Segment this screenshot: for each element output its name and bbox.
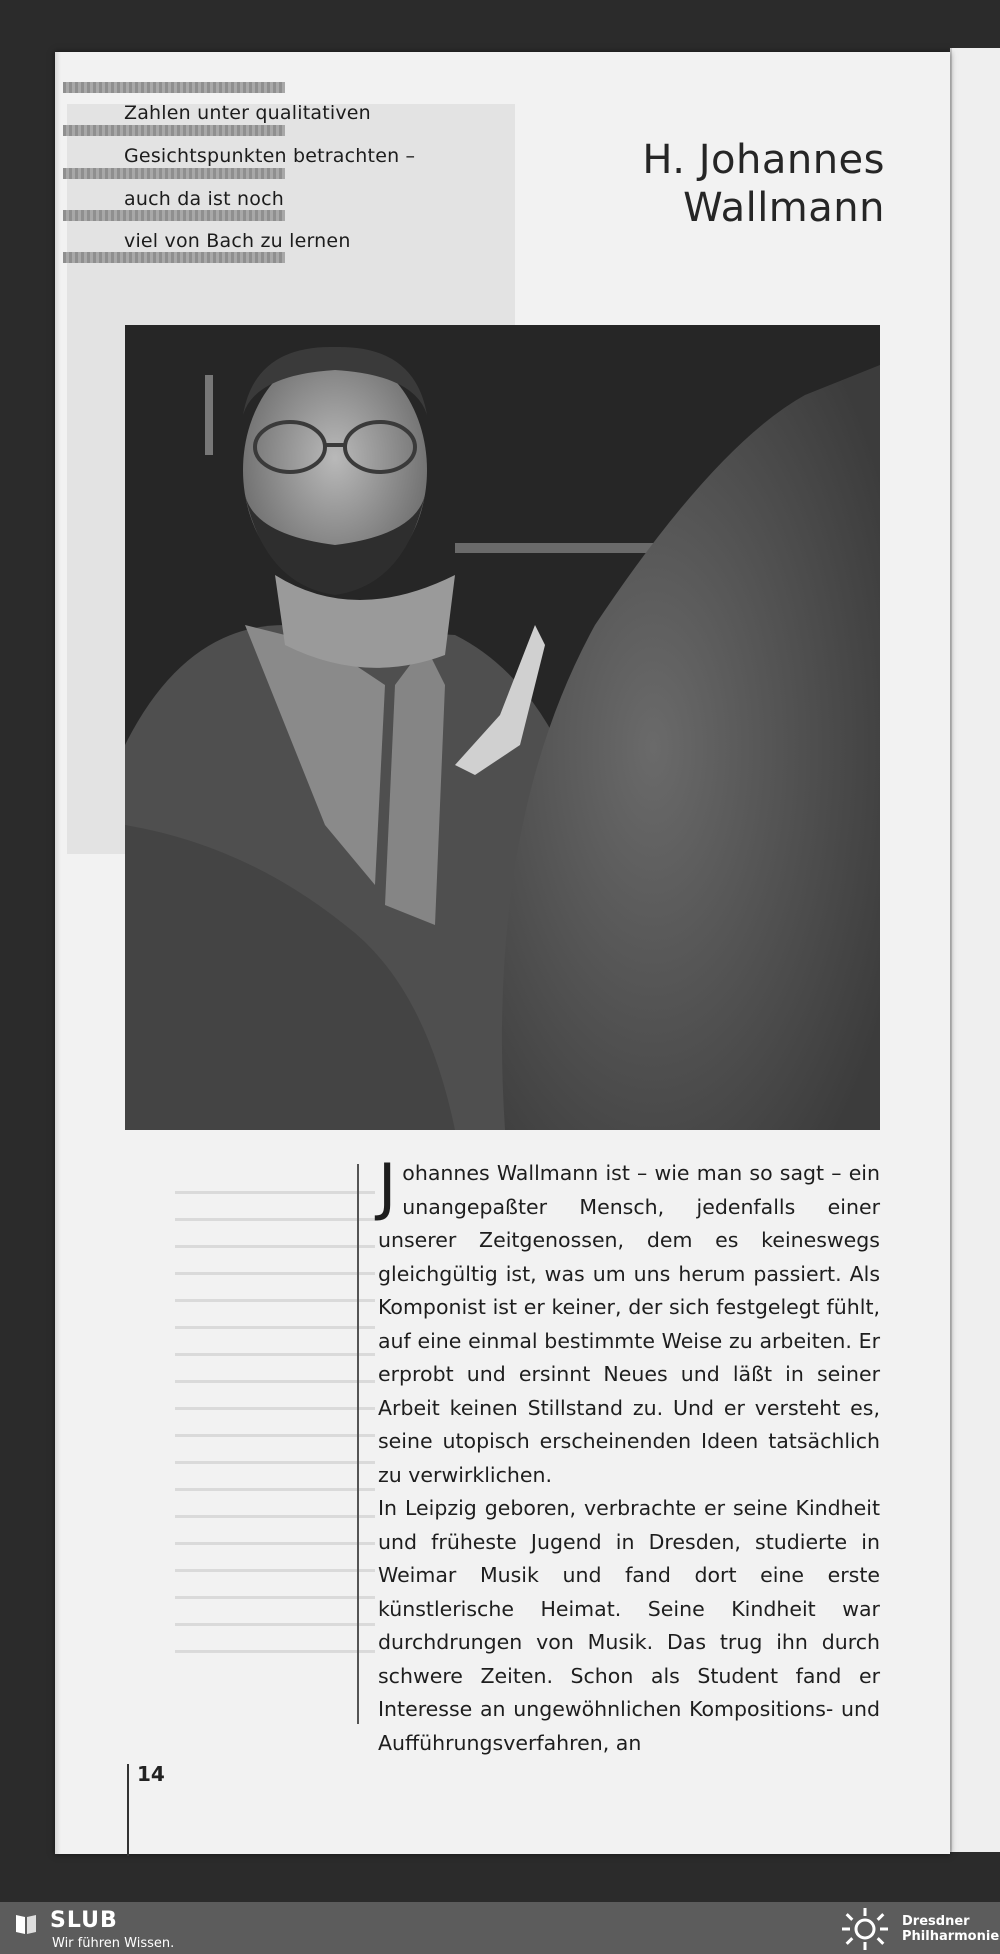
sidebar-quote-line: auch da ist noch [124, 188, 284, 210]
headline-line-2: Wallmann [683, 185, 885, 231]
sidebar-quote-line: Zahlen unter qualitativen [124, 102, 371, 124]
paragraph-1-text: ohannes Wallmann ist – wie man so sagt – ein unangepaßter Mensch, jedenfalls einer unserer Zeitgenossen, dem es keineswegs gleichgültig ist, was um uns herum passiert. Als Komponist ist er keiner, der sich festgelegt fühlt, auf eine einmal bestimmte Weise zu arbeiten. Er erprobt und ersinnt Neues und läßt in seiner Arbeit keinen Stillstand zu. Und er versteht es, seine utopisch erscheinenden Ideen tatsächlich zu verwirklichen. [378, 1161, 880, 1487]
page-number-rule [127, 1764, 129, 1856]
decorative-bar [63, 168, 285, 179]
article-headline [642, 136, 885, 232]
page-number: 14 [137, 1762, 165, 1786]
slub-book-icon [14, 1912, 38, 1936]
portrait-photo [125, 325, 880, 1130]
partner-name-line-1: Dresdner [902, 1914, 970, 1929]
decorative-bar [63, 82, 285, 93]
library-slogan: Wir führen Wissen. [52, 1936, 175, 1951]
sidebar-quote-line: viel von Bach zu lernen [124, 230, 351, 252]
decorative-bar [63, 125, 285, 136]
decorative-bar [63, 210, 285, 221]
bleed-through-text [175, 1167, 375, 1747]
sidebar-quote-line: Gesichtspunkten betrachten – [124, 145, 416, 167]
partner-name-line-2: Philharmonie [902, 1929, 1000, 1944]
drop-cap: J [378, 1150, 397, 1223]
decorative-bar [63, 252, 285, 263]
page-gutter-shadow [55, 52, 61, 1854]
partner-name [902, 1914, 999, 1944]
column-rule [357, 1164, 359, 1724]
adjacent-page-edge [950, 48, 1000, 1852]
philharmonie-sunburst-icon [840, 1908, 890, 1950]
library-name: SLUB [50, 1908, 118, 1933]
article-paragraph-1 [378, 1150, 880, 1492]
headline-line-1: H. Johannes [642, 137, 885, 183]
article-body [378, 1150, 880, 1760]
brochure-page [55, 52, 950, 1854]
footer-bar [0, 1902, 1000, 1954]
article-paragraph-2: In Leipzig geboren, verbrachte er seine Kindheit und früheste Jugend in Dresden, studierte in Weimar Musik und fand dort eine erste künstlerische Heimat. Seine Kindheit war durchdrungen von Musik. Das trug ihn durch schwere Zeiten. Schon als Student fand er Interesse an ungewöhnlichen Kompositions- und Aufführungsverfahren, an [378, 1496, 880, 1755]
